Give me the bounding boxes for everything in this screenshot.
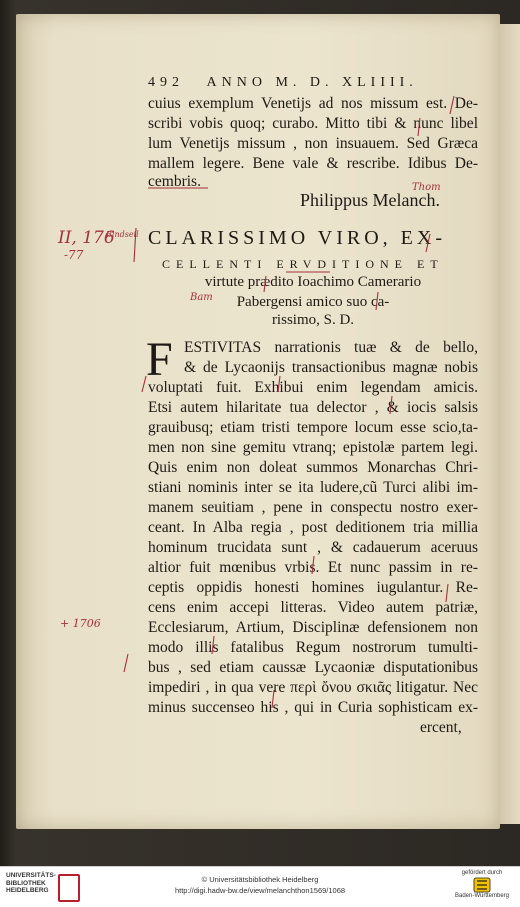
text-line: Quis enim non doleat summos Monarchas Chri-	[148, 459, 478, 476]
tick-mark	[376, 292, 378, 310]
margin-annotation-note: Bindseil	[106, 230, 139, 239]
tick-mark	[212, 636, 214, 654]
running-title: ANNO M. D. XLIIII.	[206, 75, 418, 90]
tick-mark	[272, 690, 274, 708]
text-line: voluptati fuit. Exhibui enim legendam amicis.	[148, 379, 478, 396]
margin-annotation-ref: II, 176	[58, 228, 115, 248]
tick-mark	[418, 118, 420, 136]
page-number: 492	[148, 75, 184, 90]
library-name-line: UNIVERSITÄTS-	[6, 872, 56, 879]
address-line-4: Pabergensi amico suo ca-	[236, 294, 390, 310]
tick-mark	[278, 376, 280, 392]
state-lion-icon	[473, 877, 491, 893]
text-line: altior fuit mœnibus vrbis. Et nunc passim in re-	[148, 559, 478, 576]
margin-annotation-sub: -77	[64, 248, 84, 262]
tick-mark	[450, 96, 454, 114]
tick-mark	[446, 584, 448, 602]
sponsor-name: Baden-Württemberg	[454, 893, 510, 899]
text-line: ercent,	[420, 719, 462, 736]
tick-mark	[264, 276, 266, 292]
margin-annotation-bam: Bam	[190, 292, 213, 303]
text-line: cens enim accepi litteras. Video autem patriæ,	[148, 599, 478, 616]
text-line: grauibusq; etiam tristi tempore locum esse scio,ta-	[148, 419, 478, 436]
tick-mark	[312, 556, 314, 574]
text-line: Etsi autem hilaritate tua delector , & iocis salsis	[148, 399, 478, 416]
drop-capital: F	[146, 333, 173, 386]
text-line: bus , sed etiam caussæ Lycaoniæ disputationibus	[148, 659, 478, 676]
sponsor-block	[450, 870, 514, 904]
address-line-3: virtute prædito Ioachimo Camerario	[204, 274, 422, 290]
sponsor-label: gefördert durch	[461, 870, 503, 876]
text-line: cuius exemplum Venetijs ad nos missum est. De-	[148, 95, 478, 112]
text-line: cembris.	[148, 173, 201, 190]
text-line: lum Venetijs missum , non insuauem. Sed Græca	[148, 135, 478, 152]
text-line: hominum trucidata sunt , & cadauerum aceruus	[148, 539, 478, 556]
copyright-text: © Universitätsbibliothek Heidelberg	[201, 875, 319, 884]
margin-annotation-above: Thom	[412, 182, 441, 193]
text-line: Ecclesiarum, Artium, Disciplinæ defensionem non	[148, 619, 478, 636]
tick-mark	[390, 396, 392, 414]
margin-annotation-year: + 1706	[60, 617, 101, 630]
text-line: minus succenseo his , qui in Curia sophisticam ex-	[148, 699, 478, 716]
library-name-line: BIBLIOTHEK	[6, 879, 46, 887]
text-line: impediri , in qua vere περὶ ὄνου σκιᾶς litigatur. Nec	[148, 679, 478, 696]
text-line: men non sine gemitu vtranq; epistolæ partem legi.	[148, 439, 478, 456]
address-line-1: CLARISSIMO VIRO, EX-	[148, 227, 446, 249]
text-line: ESTIVITAS narrationis tuæ & de bello,	[184, 339, 478, 356]
margin-bar	[142, 376, 146, 392]
text-line: ceant. In Alba regia , post deditionem tria millia	[148, 519, 478, 536]
tick-mark	[426, 234, 430, 252]
text-line: & de Lycaonijs transactionibus magnæ nobis	[184, 359, 478, 376]
source-url[interactable]: http://digi.hadw-bw.de/view/melanchthon1569/1068	[174, 886, 346, 895]
text-line: mallem legere. Bene vale & rescribe. Idibus De-	[148, 155, 478, 172]
margin-bar	[134, 228, 136, 262]
signature: Philippus Melanch.	[300, 190, 440, 210]
text-line: scribi vobis quoq; curabo. Mitto tibi & nunc libel	[148, 115, 478, 132]
margin-bar	[124, 654, 128, 672]
address-line-5: rissimo, S. D.	[271, 312, 355, 328]
address-line-2: CELLENTI ERVDITIONE ET	[162, 257, 444, 271]
text-line: manem seuitiam , pene in conspectu nostro exer-	[148, 499, 478, 516]
text-line: ceptis oppidis honesti homines iugulantur. Re-	[148, 579, 478, 596]
library-name-line: HEIDELBERG	[6, 887, 49, 894]
footer-bar	[0, 866, 520, 907]
text-line: modo illis fatalibus Regum nostrorum tumulti-	[148, 639, 478, 656]
text-line: stiani nominis inter se ita ludere,cũ Turci alibi im-	[148, 479, 478, 496]
